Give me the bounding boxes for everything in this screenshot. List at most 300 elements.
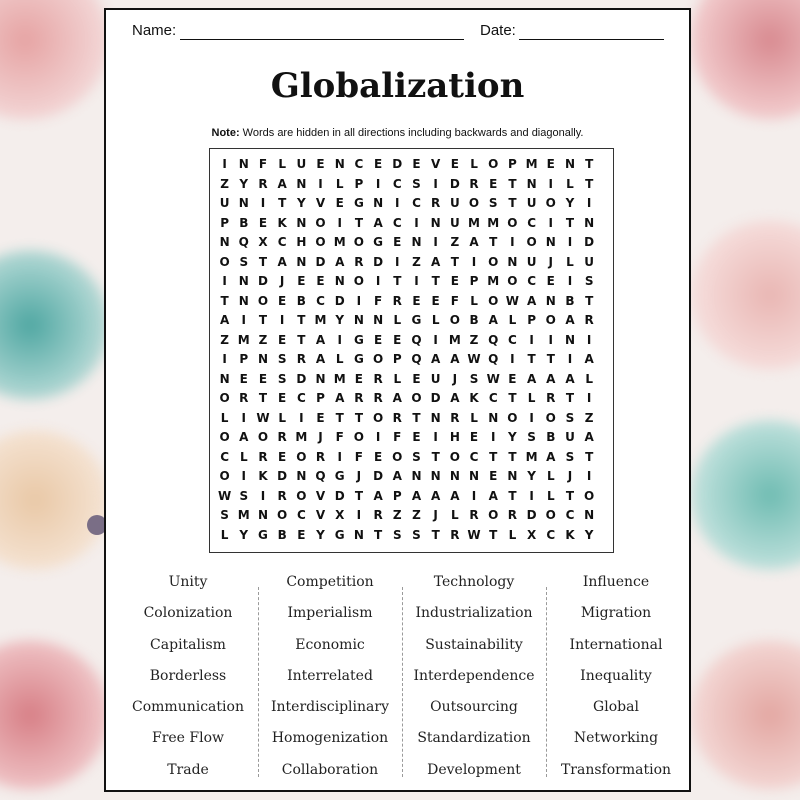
grid-letter: I: [318, 176, 323, 191]
word-item: Imperialism: [287, 605, 373, 622]
grid-letter: D: [257, 274, 268, 288]
grid-letter: T: [258, 391, 268, 405]
grid-letter: U: [526, 196, 537, 210]
grid-letter: P: [316, 391, 325, 405]
grid-letter: N: [545, 235, 556, 249]
grid-letter: W: [467, 527, 481, 542]
grid-letter: O: [507, 274, 518, 288]
word-item: Standardization: [417, 730, 531, 747]
grid-letter: Y: [239, 176, 249, 191]
grid-letter: I: [222, 274, 227, 288]
grid-letter: A: [315, 352, 326, 366]
grid-letter: N: [334, 274, 345, 288]
grid-letter: N: [564, 332, 575, 347]
grid-letter: A: [431, 488, 441, 503]
word-item: Trade: [167, 761, 209, 778]
grid-letter: M: [333, 371, 346, 386]
grid-letter: C: [392, 215, 402, 230]
word-item: Unity: [168, 574, 208, 590]
word-item: Global: [593, 699, 639, 716]
grid-letter: C: [412, 196, 421, 210]
date-label: Date:: [480, 22, 516, 39]
grid-letter: E: [335, 196, 344, 210]
grid-letter: D: [449, 176, 460, 191]
grid-letter: A: [450, 391, 460, 405]
grid-letter: T: [489, 527, 498, 542]
grid-letter: A: [488, 313, 498, 327]
grid-letter: R: [277, 430, 287, 444]
grid-letter: A: [526, 371, 537, 386]
grid-letter: Y: [508, 430, 517, 444]
grid-letter: M: [487, 215, 500, 230]
grid-letter: E: [412, 371, 421, 386]
grid-letter: S: [239, 488, 249, 503]
grid-letter: O: [219, 430, 230, 444]
grid-letter: E: [316, 157, 325, 171]
worksheet-page: [104, 8, 691, 792]
grid-letter: T: [278, 196, 287, 210]
grid-letter: P: [527, 313, 536, 327]
grid-letter: O: [411, 391, 422, 405]
grid-letter: N: [334, 157, 345, 171]
grid-letter: L: [451, 508, 459, 522]
grid-letter: W: [256, 410, 270, 425]
grid-letter: Z: [584, 410, 594, 425]
grid-letter: E: [393, 332, 402, 347]
grid-letter: B: [469, 313, 479, 327]
grid-letter: H: [449, 430, 460, 444]
word-column-4: [546, 567, 686, 786]
grid-letter: E: [316, 410, 325, 425]
grid-letter: G: [353, 196, 364, 210]
grid-letter: E: [450, 274, 459, 288]
word-item: Colonization: [143, 605, 233, 622]
background-blob: [0, 640, 110, 790]
grid-letter: T: [393, 274, 402, 288]
grid-letter: I: [548, 176, 554, 191]
grid-letter: W: [217, 488, 232, 503]
grid-letter: R: [469, 176, 479, 191]
grid-letter: O: [219, 391, 230, 405]
grid-letter: D: [296, 371, 307, 386]
grid-letter: O: [353, 430, 364, 444]
grid-letter: T: [508, 176, 517, 191]
grid-letter: N: [219, 371, 230, 386]
grid-letter: I: [414, 215, 419, 230]
grid-letter: E: [278, 391, 287, 405]
grid-letter: N: [296, 469, 307, 483]
grid-letter: N: [526, 176, 537, 191]
grid-letter: T: [585, 157, 594, 171]
word-item: Capitalism: [150, 636, 226, 653]
grid-letter: T: [450, 254, 459, 269]
grid-letter: U: [449, 196, 460, 210]
grid-letter: M: [237, 332, 250, 347]
grid-letter: T: [431, 449, 440, 464]
grid-letter: A: [373, 488, 383, 503]
grid-letter: O: [545, 410, 556, 425]
grid-letter: N: [238, 157, 249, 171]
grid-letter: T: [508, 449, 517, 464]
grid-letter: I: [433, 235, 438, 249]
grid-letter: S: [220, 508, 229, 522]
grid-letter: L: [220, 527, 229, 542]
grid-letter: R: [392, 293, 402, 308]
grid-letter: R: [354, 254, 364, 269]
grid-letter: T: [546, 352, 555, 366]
grid-letter: C: [316, 293, 325, 308]
grid-letter: C: [488, 391, 498, 405]
grid-letter: E: [278, 449, 287, 464]
word-item: Competition: [286, 574, 374, 590]
grid-letter: S: [469, 371, 479, 386]
grid-letter: N: [430, 469, 441, 483]
grid-letter: A: [584, 430, 594, 444]
grid-letter: N: [373, 313, 384, 327]
grid-letter: Z: [220, 332, 229, 347]
grid-letter: L: [470, 410, 478, 425]
grid-letter: R: [584, 313, 594, 327]
grid-letter: O: [257, 293, 269, 308]
grid-letter: C: [527, 215, 536, 230]
grid-letter: E: [316, 274, 325, 288]
word-item: Economic: [295, 636, 365, 653]
grid-letter: A: [392, 391, 402, 405]
grid-letter: A: [239, 430, 249, 444]
grid-letter: S: [239, 254, 249, 269]
grid-letter: R: [546, 391, 556, 405]
background-blob: [690, 640, 800, 790]
grid-letter: N: [238, 274, 249, 288]
grid-letter: N: [469, 469, 480, 483]
grid-letter: J: [318, 430, 323, 444]
grid-letter: Y: [239, 527, 249, 542]
grid-letter: I: [567, 235, 573, 249]
grid-letter: T: [220, 293, 229, 308]
grid-letter: O: [372, 410, 384, 425]
word-item: Transformation: [560, 761, 672, 778]
grid-letter: L: [508, 527, 517, 542]
grid-letter: N: [430, 410, 441, 425]
grid-letter: D: [584, 235, 595, 249]
grid-letter: N: [238, 293, 249, 308]
grid-letter: G: [373, 235, 384, 249]
grid-letter: O: [219, 469, 230, 483]
grid-letter: U: [296, 157, 307, 171]
grid-letter: C: [296, 391, 306, 405]
grid-letter: C: [546, 527, 556, 542]
grid-letter: Q: [411, 332, 422, 347]
grid-letter: I: [241, 469, 247, 483]
grid-letter: R: [373, 371, 383, 386]
background-blob: [0, 0, 110, 120]
name-line: [180, 39, 464, 40]
word-item: Outsourcing: [430, 699, 518, 716]
grid-letter: T: [508, 391, 517, 405]
grid-letter: N: [507, 469, 518, 483]
grid-letter: A: [315, 332, 326, 347]
word-item: Interdependence: [413, 667, 535, 684]
grid-letter: R: [392, 410, 402, 425]
grid-letter: L: [220, 410, 229, 425]
word-item: Industrialization: [415, 605, 533, 622]
grid-letter: M: [487, 274, 500, 288]
grid-letter: Z: [258, 332, 268, 347]
grid-letter: I: [471, 254, 477, 269]
grid-letter: V: [315, 196, 326, 210]
grid-letter: I: [567, 274, 573, 288]
grid-letter: J: [279, 274, 285, 288]
background-blob: [690, 0, 800, 120]
grid-letter: I: [586, 469, 592, 483]
word-item: Migration: [580, 605, 652, 622]
grid-letter: N: [545, 293, 556, 308]
grid-letter: I: [241, 313, 247, 327]
grid-letter: M: [237, 508, 250, 522]
grid-letter: J: [452, 371, 458, 386]
grid-letter: N: [411, 469, 422, 483]
word-item: Homogenization: [271, 730, 389, 747]
grid-letter: I: [548, 332, 554, 347]
grid-letter: W: [486, 371, 500, 386]
grid-letter: I: [433, 176, 438, 191]
word-search-grid: [209, 148, 614, 553]
grid-letter: I: [414, 274, 419, 288]
word-item: Networking: [573, 730, 659, 747]
grid-letter: A: [219, 313, 230, 327]
grid-letter: K: [565, 527, 575, 542]
grid-letter: O: [488, 293, 499, 308]
background-blob: [0, 250, 110, 400]
grid-letter: R: [296, 352, 306, 366]
grid-letter: N: [257, 352, 268, 366]
grid-letter: B: [296, 293, 306, 308]
grid-letter: N: [353, 313, 364, 327]
grid-letter: R: [431, 196, 441, 210]
grid-letter: C: [469, 449, 479, 464]
grid-letter: N: [584, 215, 595, 230]
grid-letter: T: [431, 527, 440, 542]
word-item: Inequality: [580, 667, 652, 684]
grid-letter: M: [448, 332, 461, 347]
grid-letter: C: [565, 508, 575, 522]
grid-letter: C: [296, 508, 306, 522]
grid-letter: P: [392, 488, 402, 503]
grid-letter: L: [527, 391, 536, 405]
grid-letter: N: [449, 469, 460, 483]
grid-letter: D: [430, 391, 441, 405]
grid-letter: L: [566, 176, 574, 191]
grid-letter: I: [375, 430, 381, 444]
grid-letter: D: [392, 157, 403, 171]
grid-letter: R: [277, 488, 287, 503]
grid-letter: N: [257, 508, 268, 522]
grid-letter: M: [333, 235, 346, 249]
grid-letter: N: [296, 215, 307, 230]
grid-letter: F: [335, 430, 344, 444]
grid-letter: U: [584, 254, 595, 269]
grid-letter: G: [334, 527, 345, 542]
grid-letter: L: [239, 449, 248, 464]
grid-letter: G: [334, 469, 345, 483]
background-blob: [0, 430, 110, 570]
grid-letter: L: [278, 157, 286, 171]
instructions-note: [106, 127, 689, 139]
grid-letter: N: [411, 235, 422, 249]
grid-letter: T: [354, 215, 363, 230]
grid-letter: G: [353, 332, 364, 347]
word-item: Free Flow: [151, 730, 225, 747]
grid-letter: T: [565, 391, 575, 405]
grid-letter: E: [278, 332, 287, 347]
grid-letter: O: [315, 215, 326, 230]
grid-letter: Z: [392, 508, 402, 522]
grid-letter: I: [260, 488, 266, 503]
grid-letter: S: [277, 352, 287, 366]
grid-letter: T: [258, 313, 268, 327]
grid-letter: V: [315, 488, 326, 503]
grid-letter: I: [548, 215, 554, 230]
grid-letter: O: [488, 508, 499, 522]
grid-letter: O: [545, 313, 556, 327]
grid-letter: I: [586, 332, 592, 347]
grid-letter: O: [353, 274, 364, 288]
grid-letter: E: [450, 157, 459, 171]
grid-letter: O: [353, 235, 364, 249]
grid-letter: R: [239, 391, 249, 405]
grid-letter: D: [373, 254, 384, 269]
grid-letter: I: [529, 332, 534, 347]
grid-letter: A: [411, 488, 422, 503]
grid-letter: E: [469, 430, 479, 444]
grid-letter: A: [335, 254, 345, 269]
note-text: Words are hidden in all directions including backwards and diagonally.: [239, 127, 584, 139]
grid-letter: I: [567, 352, 573, 366]
background-blob: [690, 220, 800, 370]
grid-letter: R: [354, 391, 364, 405]
grid-letter: E: [546, 157, 555, 171]
grid-letter: E: [412, 430, 421, 444]
grid-letter: Q: [315, 469, 326, 483]
grid-letter: S: [412, 449, 421, 464]
grid-letter: C: [392, 176, 402, 191]
grid-letter: I: [356, 293, 362, 308]
word-column-3: [404, 567, 544, 786]
grid-letter: P: [239, 352, 249, 366]
grid-letter: I: [586, 391, 592, 405]
word-item: Collaboration: [281, 761, 379, 778]
grid-letter: T: [508, 196, 517, 210]
grid-letter: K: [469, 391, 479, 405]
grid-letter: P: [220, 215, 229, 230]
grid-letter: M: [314, 313, 327, 327]
grid-letter: Z: [412, 508, 421, 522]
column-divider: [258, 587, 259, 777]
grid-letter: A: [546, 371, 556, 386]
grid-letter: A: [565, 313, 575, 327]
grid-letter: E: [297, 527, 306, 542]
word-item: Interdisciplinary: [271, 699, 389, 716]
word-item: Communication: [132, 699, 244, 716]
header-row: [132, 22, 663, 44]
grid-letter: E: [239, 371, 248, 386]
grid-letter: I: [299, 410, 304, 425]
grid-letter: E: [489, 176, 498, 191]
grid-letter: N: [564, 157, 575, 171]
grid-letter: I: [395, 254, 400, 269]
grid-letter: J: [433, 508, 438, 522]
grid-letter: R: [373, 391, 383, 405]
name-label: Name:: [132, 22, 177, 39]
grid-letter: M: [525, 449, 538, 464]
grid-letter: I: [222, 352, 227, 366]
grid-letter: F: [450, 293, 459, 308]
grid-letter: F: [354, 449, 363, 464]
grid-letter: B: [546, 430, 556, 444]
grid-letter: I: [375, 274, 381, 288]
grid-letter: M: [525, 157, 538, 171]
grid-letter: N: [219, 235, 230, 249]
grid-letter: A: [584, 352, 594, 366]
grid-letter: T: [297, 313, 306, 327]
grid-letter: I: [510, 352, 515, 366]
grid-letter: E: [431, 293, 440, 308]
grid-letter: O: [507, 410, 518, 425]
grid-letter: C: [220, 449, 229, 464]
grid-letter: P: [392, 352, 402, 366]
column-divider: [402, 587, 403, 777]
grid-letter: E: [258, 215, 268, 230]
word-item: Interrelated: [287, 667, 373, 684]
grid-letter: L: [393, 371, 402, 386]
word-item: Development: [427, 761, 521, 778]
grid-letter: N: [315, 371, 326, 386]
grid-letter: X: [335, 508, 345, 522]
grid-letter: A: [469, 235, 479, 249]
grid-letter: S: [527, 430, 536, 444]
grid-letter: E: [412, 157, 421, 171]
grid-letter: T: [565, 488, 575, 503]
grid-letter: G: [411, 313, 422, 327]
word-item: Influence: [582, 574, 650, 590]
grid-letter: T: [585, 449, 594, 464]
grid-letter: E: [373, 332, 383, 347]
grid-letter: I: [510, 235, 515, 249]
grid-letter: E: [297, 274, 306, 288]
grid-letter: L: [470, 157, 478, 171]
grid-letter: T: [585, 293, 594, 308]
grid-letter: S: [412, 176, 421, 191]
grid-letter: Z: [412, 254, 421, 269]
grid-letter: T: [335, 410, 344, 425]
grid-letter: N: [507, 254, 518, 269]
grid-letter: R: [258, 176, 268, 191]
grid-letter: O: [488, 254, 499, 269]
grid-letter: O: [392, 449, 403, 464]
grid-letter: E: [258, 371, 268, 386]
date-line: [519, 39, 664, 40]
grid-letter: E: [373, 449, 383, 464]
grid-letter: T: [508, 488, 517, 503]
grid-letter: R: [315, 449, 326, 464]
grid-letter: O: [219, 254, 230, 269]
grid-letter: E: [489, 469, 498, 483]
grid-letter: T: [412, 410, 421, 425]
grid-letter: T: [297, 332, 306, 347]
grid-letter: N: [488, 410, 499, 425]
grid-letter: I: [375, 176, 381, 191]
grid-letter: O: [372, 352, 384, 366]
